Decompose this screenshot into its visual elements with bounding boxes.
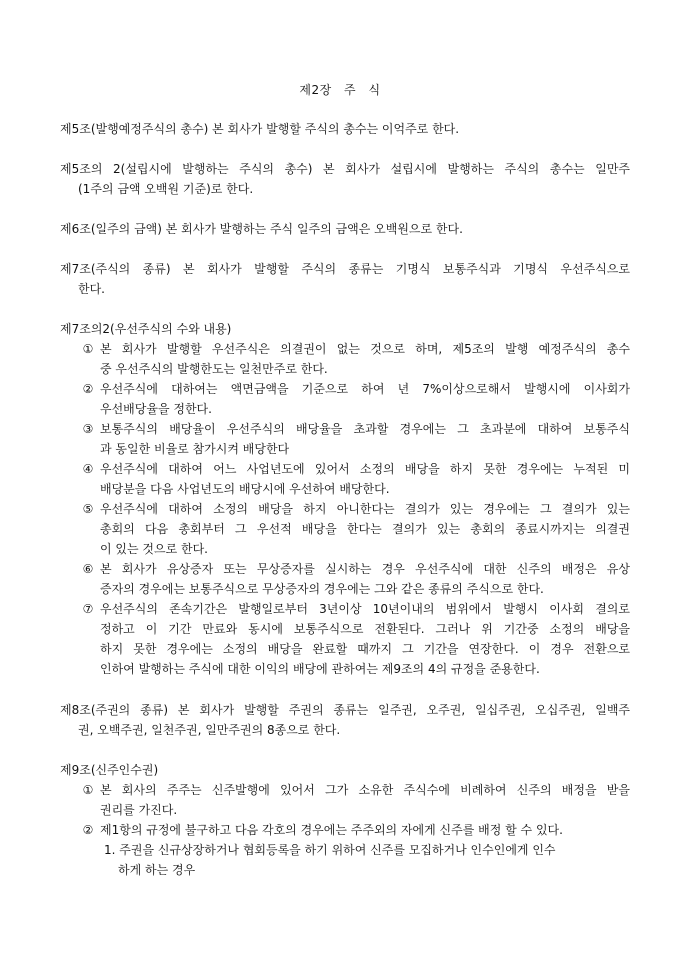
item-number: ④ — [82, 462, 94, 476]
item-line: 하지 못한 경우에는 소정의 배당을 완료할 때까지 그 기간을 연장한다. 이 경우 전환으로 — [100, 642, 630, 656]
item-line: 권리를 가진다. — [100, 803, 178, 817]
article-5 — [60, 119, 630, 139]
item-number: ⑦ — [82, 602, 94, 616]
item-number: ③ — [82, 422, 94, 436]
article-7 — [60, 259, 630, 299]
article-9-item-1 — [78, 780, 630, 820]
item-number: ⑥ — [82, 562, 94, 576]
article-7-2-item-3 — [78, 419, 630, 459]
item-number: ② — [82, 382, 94, 396]
item-line: 본 회사가 발행할 우선주식은 의결권이 없는 것으로 하며, 제5조의 발행 예정주식의 총수 — [100, 342, 630, 356]
item-number: ① — [82, 783, 94, 797]
item-line: 본 회사가 유상증자 또는 무상증자를 실시하는 경우 우선주식에 대한 신주의 배정은 유상 — [100, 562, 630, 576]
article-7-2-item-6 — [78, 559, 630, 599]
article-5-2-line1: 제5조의 2(설립시에 발행하는 주식의 총수) 본 회사가 설립시에 발행하는 주식의 총수는 일만주 — [60, 162, 630, 176]
article-7-line1: 제7조(주식의 종류) 본 회사가 발행할 주식의 종류는 기명식 보통주식과 기명식 우선주식으로 — [60, 262, 630, 276]
item-line: 우선주식의 존속기간은 발행일로부터 3년이상 10년이내의 범위에서 발행시 이사회 결의로 — [100, 602, 630, 616]
item-line: 총회의 다음 총회부터 그 우선적 배당을 한다는 결의가 있는 총회의 종료시까지는 의결권 — [100, 522, 630, 536]
item-line: 과 동일한 비율로 참가시켜 배당한다 — [100, 442, 290, 456]
article-6-text: 제6조(일주의 금액) 본 회사가 발행하는 주식 일주의 금액은 오백원으로 한다. — [60, 222, 463, 236]
article-8-line1: 제8조(주권의 종류) 본 회사가 발행할 주권의 종류는 일주권, 오주권, 일십주권, 오십주권, 일백주 — [60, 703, 630, 717]
item-line: 제1항의 규정에 불구하고 다음 각호의 경우에는 주주외의 자에게 신주를 배정 할 수 있다. — [100, 823, 563, 837]
item-line: 인하여 발행하는 주식에 대한 이익의 배당에 관하여는 제9조의 4의 규정을 준용한다. — [100, 662, 540, 676]
article-6 — [60, 219, 630, 239]
article-9-title: 제9조(신주인수권) — [60, 763, 159, 777]
article-7-2-item-4 — [78, 459, 630, 499]
item-line: 우선주식에 대하여는 액면금액을 기준으로 하여 년 7%이상으로해서 발행시에 이사회가 — [100, 382, 630, 396]
article-7-2-title: 제7조의2(우선주식의 수와 내용) — [60, 322, 232, 336]
item-line: 우선주식에 대하여 어느 사업년도에 있어서 소정의 배당을 하지 못한 경우에는 누적된 미 — [100, 462, 630, 476]
article-9-item-2 — [78, 820, 630, 840]
article-7-2-item-7 — [78, 599, 630, 679]
item-number: ② — [82, 823, 94, 837]
item-line: 우선배당율을 정한다. — [100, 402, 212, 416]
item-line: 우선주식에 대하여 소정의 배당을 하지 아니한다는 결의가 있는 경우에는 그 결의가 있는 — [100, 502, 630, 516]
article-7-2-item-5 — [78, 499, 630, 559]
article-8-line2: 권, 오백주권, 일천주권, 일만주권의 8종으로 한다. — [78, 723, 341, 737]
article-9-subitem-1 — [104, 840, 614, 880]
item-line: 중 우선주식의 발행한도는 일천만주로 한다. — [100, 362, 328, 376]
article-7-line2: 한다. — [78, 282, 105, 296]
article-8 — [60, 700, 630, 740]
chapter-title: 제2장 주 식 — [299, 83, 381, 97]
subitem-line: 하게 하는 경우 — [118, 863, 196, 877]
item-number: ① — [82, 342, 94, 356]
article-7-2-item-1 — [78, 339, 630, 379]
item-number: ⑤ — [82, 502, 94, 516]
item-line: 배당분을 다음 사업년도의 배당시에 우선하여 배당한다. — [100, 482, 390, 496]
article-5-2-line2: (1주의 금액 오백원 기준)로 한다. — [78, 182, 254, 196]
article-5-2 — [60, 159, 630, 199]
item-line: 본 회사의 주주는 신주발행에 있어서 그가 소유한 주식수에 비례하여 신주의 배정을 받을 — [100, 783, 630, 797]
article-7-2-item-2 — [78, 379, 630, 419]
item-line: 보통주식의 배당율이 우선주식의 배당율을 초과할 경우에는 그 초과분에 대하여 보통주식 — [100, 422, 630, 436]
item-line: 증자의 경우에는 보통주식으로 무상증자의 경우에는 그와 같은 종류의 주식으로 한다. — [100, 582, 544, 596]
article-5-text: 제5조(발행예정주식의 총수) 본 회사가 발행할 주식의 총수는 이억주로 한다. — [60, 122, 460, 136]
item-line: 이 있는 것으로 한다. — [100, 542, 208, 556]
item-line: 정하고 이 기간 만료와 동시에 보통주식으로 전환된다. 그러나 위 기간중 소정의 배당을 — [100, 622, 630, 636]
subitem-line: 1. 주권을 신규상장하거나 협회등록을 하기 위하여 신주를 모집하거나 인수인에게 인수 — [104, 843, 556, 857]
